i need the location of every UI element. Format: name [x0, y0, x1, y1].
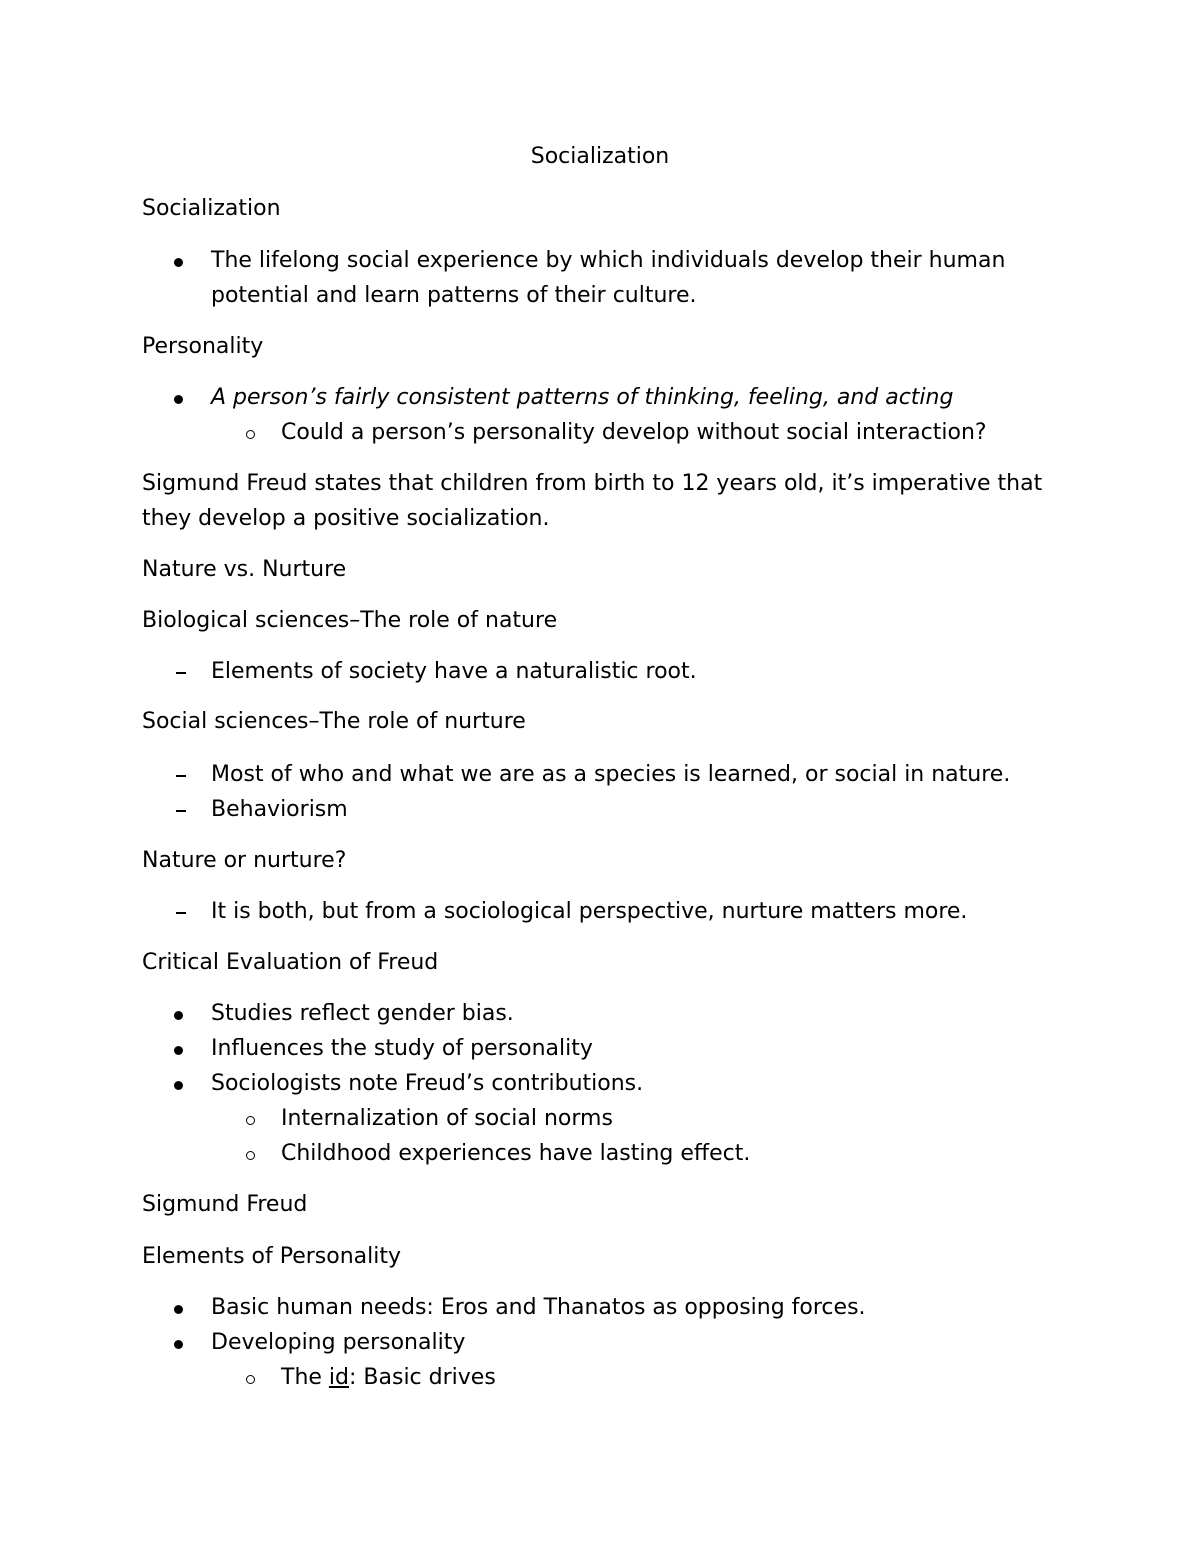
dash-bullet-icon: [176, 775, 186, 777]
elements-point1: Basic human needs: Eros and Thanatos as opposing forces.: [211, 1295, 866, 1320]
elements-point2: Developing personality: [211, 1330, 466, 1355]
personality-definition: A person’s fairly consistent patterns of thinking, feeling, and acting: [211, 385, 954, 410]
personality-question: Could a person’s personality develop without social interaction?: [281, 420, 987, 445]
nature-or-nurture-point: It is both, but from a sociological perspective, nurture matters more.: [211, 899, 968, 924]
heading-nature-or-nurture: Nature or nurture?: [142, 848, 347, 873]
bullet-dot-icon: [174, 1011, 183, 1020]
critical-point3: Sociologists note Freud’s contributions.: [211, 1071, 644, 1096]
freud-statement-line2: they develop a positive socialization.: [142, 506, 550, 531]
social-sciences-point1: Most of who and what we are as a species is learned, or social in nature.: [211, 762, 1011, 787]
heading-nature-vs-nurture: Nature vs. Nurture: [142, 557, 347, 582]
heading-biological-sciences: Biological sciences–The role of nature: [142, 608, 558, 633]
id-suffix: : Basic drives: [349, 1365, 496, 1390]
bullet-circle-icon: [246, 1151, 255, 1160]
bullet-circle-icon: [246, 1375, 255, 1384]
bullet-dot-icon: [174, 1340, 183, 1349]
dash-bullet-icon: [176, 672, 186, 674]
critical-point2: Influences the study of personality: [211, 1036, 593, 1061]
bullet-dot-icon: [174, 1305, 183, 1314]
heading-socialization: Socialization: [142, 196, 281, 221]
heading-sigmund-freud: Sigmund Freud: [142, 1192, 308, 1217]
bullet-dot-icon: [174, 258, 183, 267]
socialization-definition-line2: potential and learn patterns of their culture.: [211, 283, 697, 308]
id-prefix: The: [281, 1365, 329, 1390]
social-sciences-point2: Behaviorism: [211, 797, 348, 822]
bullet-dot-icon: [174, 395, 183, 404]
critical-subpoint1: Internalization of social norms: [281, 1106, 613, 1131]
elements-subpoint1: [281, 1367, 496, 1389]
dash-bullet-icon: [176, 810, 186, 812]
dash-bullet-icon: [176, 912, 186, 914]
heading-elements-of-personality: Elements of Personality: [142, 1244, 402, 1269]
heading-social-sciences: Social sciences–The role of nurture: [142, 709, 526, 734]
critical-subpoint2: Childhood experiences have lasting effect.: [281, 1141, 751, 1166]
freud-statement-line1: Sigmund Freud states that children from birth to 12 years old, it’s imperative that: [142, 471, 1043, 496]
socialization-definition-line1: The lifelong social experience by which individuals develop their human: [211, 248, 1006, 273]
bullet-dot-icon: [174, 1046, 183, 1055]
biological-point: Elements of society have a naturalistic root.: [211, 659, 697, 684]
critical-point1: Studies reflect gender bias.: [211, 1001, 514, 1026]
page-title: Socialization: [530, 144, 670, 169]
heading-personality: Personality: [142, 334, 264, 359]
bullet-dot-icon: [174, 1081, 183, 1090]
bullet-circle-icon: [246, 1116, 255, 1125]
bullet-circle-icon: [246, 430, 255, 439]
heading-critical-evaluation: Critical Evaluation of Freud: [142, 950, 439, 975]
id-term: id: [328, 1365, 349, 1390]
